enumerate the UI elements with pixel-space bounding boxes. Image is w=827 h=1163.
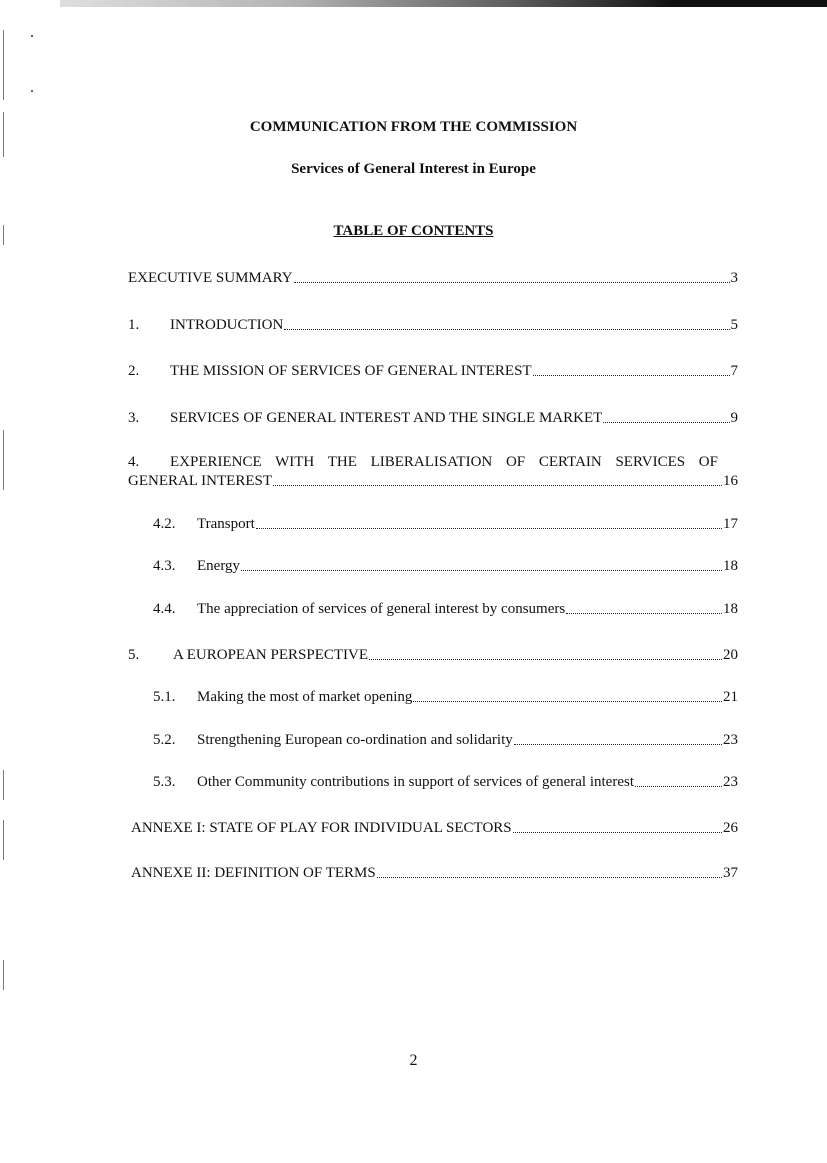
toc-entry-page: 37 — [723, 865, 738, 881]
toc-entry-european-perspective[interactable] — [128, 646, 738, 664]
toc-entry-label: Making the most of market opening — [197, 689, 413, 705]
toc-entry-page: 9 — [730, 410, 738, 426]
toc-entry-page: 5 — [730, 317, 738, 333]
toc-entry-page: 18 — [723, 558, 738, 574]
dot-leader — [533, 375, 730, 376]
toc-entry-label: Energy — [197, 558, 241, 574]
toc-entry-liberalisation-cont[interactable] — [128, 472, 738, 490]
toc-entry-label: A EUROPEAN PERSPECTIVE — [173, 647, 369, 663]
dot-leader — [513, 832, 722, 833]
page-number: 2 — [409, 1052, 418, 1069]
toc-entry-liberalisation[interactable] — [128, 453, 718, 471]
toc-entry-label: THE MISSION OF SERVICES OF GENERAL INTEREST — [170, 363, 532, 379]
scan-left-edge — [3, 770, 4, 800]
dot-leader — [284, 329, 729, 330]
dot-leader — [273, 485, 722, 486]
toc-entry-number: 3. — [128, 410, 140, 426]
toc-entry-number: 4.2. — [153, 516, 176, 532]
dot-leader — [369, 659, 722, 660]
toc-entry-label: Strengthening European co-ordination and solidarity — [197, 732, 513, 748]
toc-entry-single-market[interactable] — [128, 409, 738, 427]
toc-entry-page: 7 — [730, 363, 738, 379]
toc-entry-label: INTRODUCTION — [170, 317, 284, 333]
dot-leader — [256, 528, 722, 529]
scan-left-edge — [3, 430, 4, 490]
toc-entry-label: EXPERIENCE WITH THE LIBERALISATION OF CERTAIN SERVICES OF — [170, 454, 718, 470]
toc-entry-page: 23 — [723, 732, 738, 748]
toc-entry-number: 5.3. — [153, 774, 176, 790]
dot-leader — [377, 877, 722, 878]
toc-entry-label: EXECUTIVE SUMMARY — [128, 270, 293, 286]
toc-entry-number: 4.4. — [153, 601, 176, 617]
scan-left-edge — [3, 960, 4, 990]
toc-entry-coordination[interactable] — [153, 731, 738, 749]
document-subtitle: Services of General Interest in Europe — [291, 161, 536, 177]
toc-entry-introduction[interactable] — [128, 316, 738, 334]
scan-speck — [31, 90, 33, 92]
toc-entry-community-contributions[interactable] — [153, 773, 738, 791]
dot-leader — [241, 570, 722, 571]
toc-entry-page: 21 — [723, 689, 738, 705]
scan-left-edge — [3, 30, 4, 100]
dot-leader — [514, 744, 722, 745]
scan-speck — [31, 35, 33, 37]
toc-entry-page: 18 — [723, 601, 738, 617]
toc-entry-annexe-2[interactable] — [131, 864, 738, 882]
toc-entry-number: 5.1. — [153, 689, 176, 705]
scan-top-edge — [60, 0, 827, 7]
dot-leader — [635, 786, 722, 787]
toc-entry-label: GENERAL INTEREST — [128, 473, 273, 489]
toc-entry-annexe-1[interactable] — [131, 819, 738, 837]
toc-entry-label: ANNEXE II: DEFINITION OF TERMS — [131, 865, 376, 881]
toc-entry-page: 23 — [723, 774, 738, 790]
toc-entry-number: 5.2. — [153, 732, 176, 748]
toc-entry-executive-summary[interactable] — [128, 269, 738, 287]
toc-entry-number: 2. — [128, 363, 140, 379]
scan-left-edge — [3, 820, 4, 860]
toc-entry-label: ANNEXE I: STATE OF PLAY FOR INDIVIDUAL SECTORS — [131, 820, 512, 836]
toc-entry-number: 1. — [128, 317, 140, 333]
toc-entry-transport[interactable] — [153, 515, 738, 533]
toc-entry-page: 17 — [723, 516, 738, 532]
dot-leader — [603, 422, 729, 423]
toc-entry-mission[interactable] — [128, 362, 738, 380]
toc-entry-consumers[interactable] — [153, 600, 738, 618]
dot-leader — [566, 613, 722, 614]
toc-entry-page: 3 — [730, 270, 738, 286]
document-title: COMMUNICATION FROM THE COMMISSION — [249, 119, 578, 135]
toc-entry-page: 16 — [723, 473, 738, 489]
toc-entry-energy[interactable] — [153, 557, 738, 575]
toc-entry-market-opening[interactable] — [153, 688, 738, 706]
toc-entry-page: 20 — [723, 647, 738, 663]
toc-entry-number: 4. — [128, 454, 140, 470]
toc-entry-number: 5. — [128, 647, 140, 663]
toc-entry-label: Other Community contributions in support of services of general interest — [197, 774, 634, 790]
dot-leader — [294, 282, 730, 283]
toc-heading: TABLE OF CONTENTS — [333, 223, 494, 239]
toc-entry-label: The appreciation of services of general interest by consumers — [197, 601, 566, 617]
toc-entry-number: 4.3. — [153, 558, 176, 574]
toc-entry-label: Transport — [197, 516, 255, 532]
toc-entry-label: SERVICES OF GENERAL INTEREST AND THE SINGLE MARKET — [170, 410, 603, 426]
dot-leader — [413, 701, 722, 702]
toc-entry-page: 26 — [723, 820, 738, 836]
